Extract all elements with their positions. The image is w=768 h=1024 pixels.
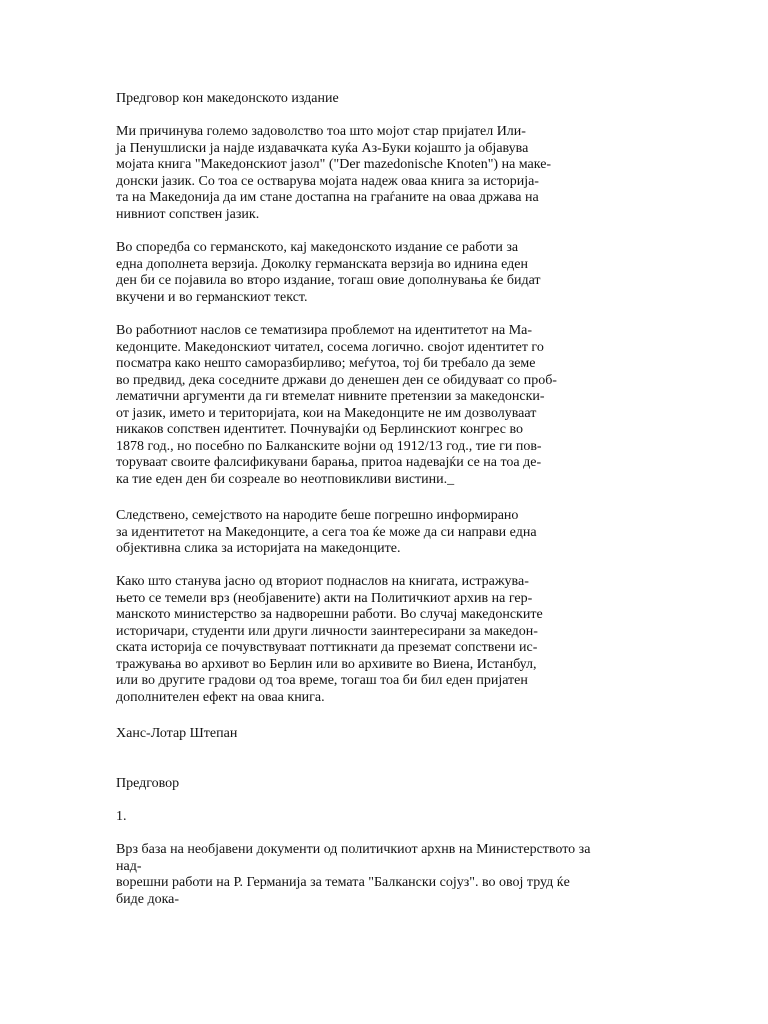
text-line: историчари, студенти или други личности заинтересирани за македон- (116, 623, 538, 639)
paragraph-2 (116, 240, 676, 306)
text-line: Во споредба со германското, кај македонското издание се работи за (116, 240, 519, 255)
text-line: тражувања во архивот во Берлин или во архивите во Виена, Истанбул, (116, 656, 537, 672)
text-line: за идентитетот на Македонците, а сега тоа ќе може да си направи една (116, 524, 537, 540)
text-line: нивниот сопствен јазик. (116, 206, 260, 222)
text-line: вкучени и во германскиот текст. (116, 289, 308, 305)
text-line: торуваат своите фалсификувани барања, притоа надевајќи се на тоа де- (116, 455, 542, 470)
text-line: та на Македонија да им стане достапна на граѓаните на оваа држава на (116, 190, 539, 205)
text-line: 1878 год., но посебно по Балканските војни од 1912/13 год., тие ги пов- (116, 438, 542, 454)
text-line: ја Пенушлиски ја најде издавачката куќа Аз-Буки којашто ја објавува (116, 140, 529, 156)
paragraph-6 (116, 842, 676, 908)
text-line: ден би се појавила во второ издание, тогаш овие дополнувања ќе бидат (116, 273, 541, 288)
text-line: от јазик, името и територијата, кои на Македонците не им дозволуваат (116, 405, 537, 421)
number-line: 1. (116, 809, 127, 824)
text-line: донски јазик. Со тоа се остварува мојата надеж оваа книга за историја- (116, 173, 539, 189)
text-line: мојата книга "Македонскиот јазол" ("Der mazedonische Knoten") на маке- (116, 157, 552, 172)
text-line: посматра како нешто саморазбирливо; меѓутоа, тој би требало да земе (116, 356, 536, 371)
text-line: њето се темели врз (необјавените) акти на Политичкиот архив на гер- (116, 590, 533, 606)
text-line: во предвид, дека соседните држави до денешен ден се обидуваат со проб- (116, 372, 557, 388)
text-line: објективна слика за историјата на македонците. (116, 541, 401, 556)
heading-line: Предговор (116, 776, 180, 791)
text-line: Како што станува јасно од втoриот поднаслов на книгата, истражува- (116, 574, 529, 589)
text-line: манското министерство за надворешни работи. Во случај македонските (116, 607, 543, 622)
text-line: една дополнета верзија. Доколку германската верзија во иднина еден (116, 256, 528, 272)
section-heading (116, 776, 676, 793)
author-signature (116, 726, 676, 743)
text-line: Врз база на необјавени документи од политичкиот архнв на Министерството за (116, 842, 591, 857)
text-line: или во другите градови од тоа време, тогаш тоа би бил еден пријатен (116, 673, 528, 688)
text-line: над- (116, 858, 142, 874)
text-line: лематични аргументи да ги втемелат нивните претензии за македонски- (116, 389, 545, 404)
text-line: ската историја се почувствуваат поттикнати да преземат сопствени ис- (116, 640, 538, 655)
text-line: ворешни работи на Р. Германија за темата "Балкански сојуз". во овој труд ќе (116, 875, 570, 890)
text-line: Ми причинува големо задоволство тоа што мојот стар пријател Или- (116, 124, 526, 139)
text-line: ка тие еден ден би созреале во неотповикливи вистини._ (116, 471, 455, 487)
paragraph-1 (116, 124, 676, 223)
title-line: Предговор кон македонското издание (116, 91, 339, 106)
document-title (116, 91, 676, 108)
section-number (116, 809, 676, 826)
text-line: кедонците. Македонскиот читател, сосема логично. својот идентитет го (116, 339, 544, 355)
paragraph-3 (116, 323, 676, 488)
text-line: Во работниот наслов се тематизира проблемот на идентитетот на Ма- (116, 323, 533, 338)
text-line: Следствено, семејството на народите беше погрешно информирано (116, 508, 519, 523)
text-line: никаков сопствен идентитет. Почнувајќи од Берлинскиот конгрес во (116, 422, 524, 437)
signature-line: Ханс-Лотар Штепан (116, 726, 238, 741)
document-page (116, 0, 676, 1024)
text-line: биде дока- (116, 891, 180, 907)
paragraph-5 (116, 574, 676, 706)
text-line: дополнителен ефект на оваа книга. (116, 689, 325, 705)
paragraph-4 (116, 508, 676, 558)
